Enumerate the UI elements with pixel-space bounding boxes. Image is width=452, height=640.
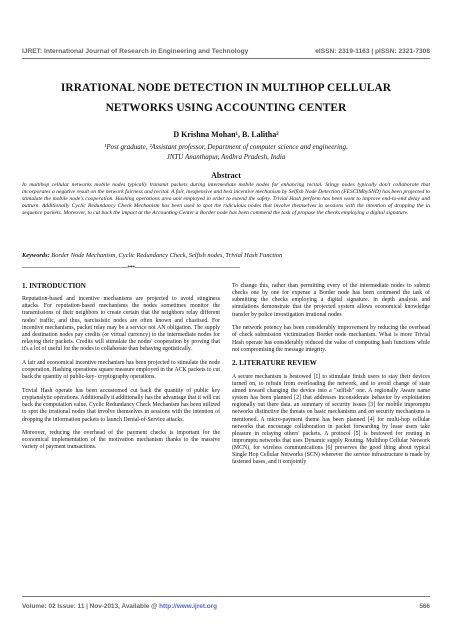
running-header	[22, 48, 430, 55]
paper-title-line-2: NETWORKS USING ACCOUNTING CENTER	[105, 102, 347, 114]
keywords-label: Keywords:	[22, 252, 50, 259]
affiliation-line-2: JNTU Ananthapur, Andhra Pradesh, India	[166, 152, 286, 161]
journal-name: IJRET: International Journal of Research in Engineering and Technology	[22, 48, 249, 55]
footer-rule	[22, 596, 430, 597]
page-number: 566	[419, 603, 430, 610]
affiliation	[22, 143, 430, 162]
literature-review-paragraph: A secure mechanism is bestowed [1] to stimulate finish users to stay their devices turned on, to refrain from overloading the network, and to avoid change of state aimed toward changing the device into a "selfish" one. A regionally Aware name system has been planned [2] that addresses inconsiderate behavior by exploitation regionally out there data. an summary of security issues [3] for mobile impromptu networks distinctive the threats on basic mechanisms and on security mechanisms is mentioned. A micro-payment theme has been planned [4] for multi-hop cellular networks that encourage collaboration in packet forwarding by lease users take pleasure in relaying others' packets. A protocol [5] is bestowed for routing in impromptu networks that uses Dynamic supply Routing. Multihop Cellular Network (MCN), for wireless communications [6] preserves the good thing about typical Single Hop Cellular Networks (SCN) wherever the service infrastructure is made by fastened bases, and it conjointly	[232, 373, 430, 466]
authors: D Krishna Mohan¹, B. Lalitha²	[173, 130, 279, 139]
intro-paragraph: A fair and economical incentive mechanism has been projected to stimulate the node cooperation. Hashing operations square measure employed in the ACK packets to cut back the quantity of public-key- cryptography operations.	[22, 359, 221, 381]
issn: eISSN: 2319-1163 | pISSN: 2321-7308	[315, 48, 430, 55]
abstract-text: In multihop cellular networks mobile nodes typically transmit packets during intermediate mobile nodes for enhancing recital. Stingy nodes typically don't collaborate that incorporates a negative result on the network fairness and recital. A fair, inexpensive and best incentive mechanism by Selfish Node Detection (FESCIMbySND) has been projected to stimulate the mobile node's cooperation. Hashing operations area unit employed in order to extend the safety. Trivial Hash perform has been wont to improve end-to-end delay and outturn. Additionally Cyclic Redundancy Check Mechanism has been used to spot the ridiculous nodes that involve themselves in sessions with the intention of dropping the in sequence packets. Moreover, to cut back the impact at the Accounting Center a Border node has been commend the task of propose the checks employing a digital signature.	[22, 182, 430, 216]
running-footer	[22, 603, 430, 610]
volume-info	[22, 603, 217, 610]
intro-paragraph: Trivial Hash operate has been accustomed cut back the quantity of public key cryptanalytic operations. Additionally it additionally has the advantage that it will cut back the computation value. Cyclic Redundancy Check Mechanism has been utilized to spot the irrational nodes that involve themselves in sessions with the intention of dropping the information packets to launch Denial-of-Service attacks.	[22, 387, 221, 423]
abstract-heading: Abstract	[211, 171, 241, 180]
paper-title-line-1: IRRATIONAL NODE DETECTION IN MULTIHOP CELLULAR	[60, 82, 392, 94]
intro-continued-paragraph: The network potency has been considerably improvement by reducing the overhead of check submission victimization Border node mechanism. What is more Trivial Hash operate has considerably reduced the value of computing hash functions while not compromising the message integrity.	[232, 325, 430, 353]
volume-text: Volume: 02 Issue: 11 | Nov-2013, Available @	[22, 603, 160, 610]
literature-review-heading: 2. LITERATURE REVIEW	[232, 359, 317, 368]
section-separator: ------------------------------------------------------------------------***------------------------------------------------------------------------	[22, 265, 240, 271]
left-column	[22, 283, 220, 458]
affiliation-line-1: ¹Post graduate, ²Assistant professor, Department of computer science and engineering,	[104, 143, 348, 151]
intro-continued-paragraph: To change this, rather than permitting every of the intermediate nodes to submit checks one by one for expense a Border node has been commend the task of submitting the checks employing a digital signature. in depth analysis and simulations demonstrate that the projected system allows economical knowledge transfer by police investigation irrational nodes	[232, 283, 430, 318]
intro-paragraph: Moreover, reducing the overhead of the payment checks is important for the economical implementation of the motivation mechanism thanks to the massive variety of payment transactions.	[22, 430, 220, 451]
header-rule	[22, 58, 430, 59]
introduction-heading: 1. INTRODUCTION	[22, 282, 86, 290]
keywords	[22, 252, 430, 260]
keywords-text: Border Node Mechanism, Cyclic Redundancy Check, Selfish nodes, Trivial Hash Function	[49, 252, 283, 259]
journal-url-link[interactable]: http://www.ijret.org	[159, 603, 218, 610]
right-column	[232, 283, 430, 473]
intro-paragraph: Reputation-based and incentive mechanisms are projected to avoid stinginess attacks. For reputation-based mechanisms the nodes sometimes monitor the transmissions of their neighbors to create certain that the neighbors relay different nodes' traffic, and thus, narcissistic nodes are often known and chastised. For incentive mechanisms, packet relay may be a service not AN obligation. The supply and destination nodes pay credits (or virtual currency) to the intermediate nodes for relaying their packets. Credits will stimulate the nodes' cooperation by proving that it's a lot of useful for the nodes to collaborate than behaving egotistically.	[22, 296, 220, 353]
